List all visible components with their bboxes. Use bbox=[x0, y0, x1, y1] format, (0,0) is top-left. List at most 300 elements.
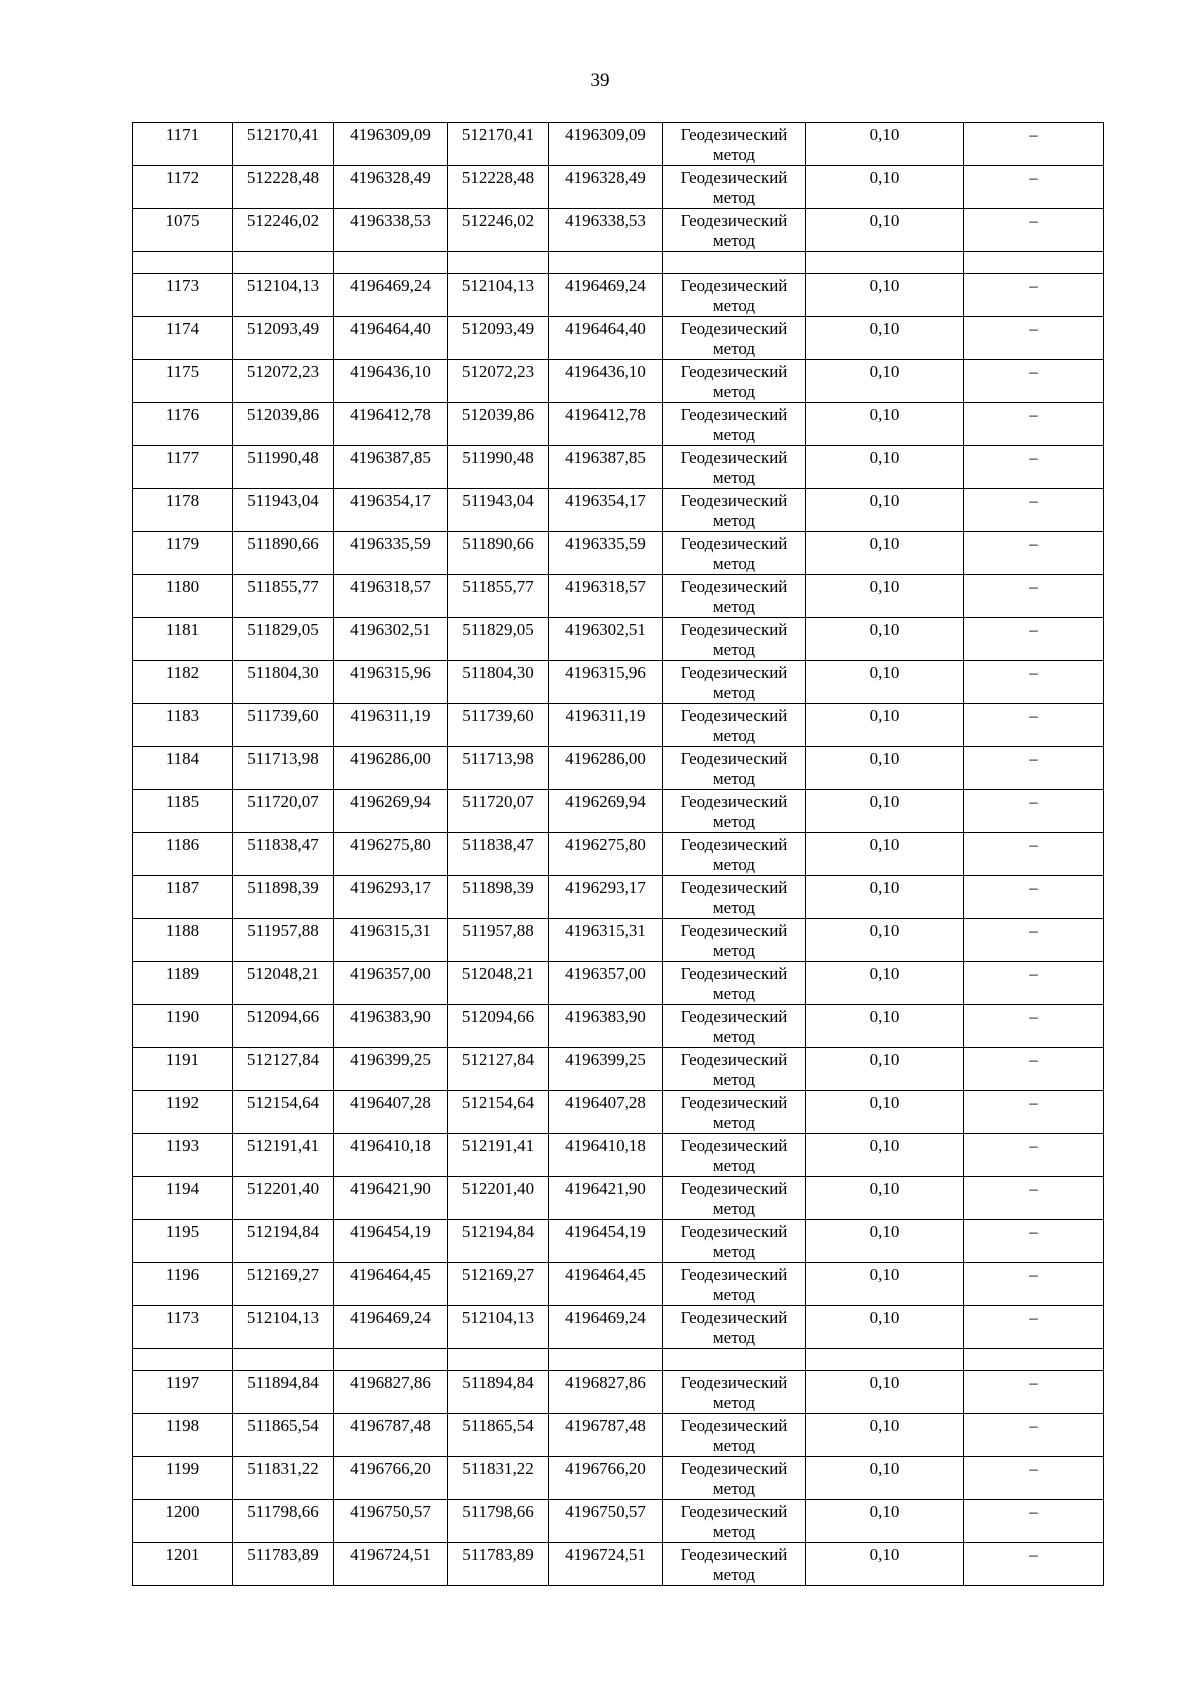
method-line-1: Геодезический bbox=[680, 1545, 788, 1564]
accuracy-text: 0,10 bbox=[869, 1222, 900, 1241]
y-refined-text: 4196469,24 bbox=[565, 1308, 646, 1327]
y-refined-cell bbox=[549, 252, 663, 274]
method-text bbox=[663, 962, 805, 1004]
point-number-cell bbox=[133, 360, 233, 403]
accuracy-cell bbox=[806, 1371, 964, 1414]
accuracy-text: 0,10 bbox=[869, 168, 900, 187]
y-existing-cell bbox=[334, 1091, 448, 1134]
accuracy-text: 0,10 bbox=[869, 620, 900, 639]
note-text: – bbox=[1029, 1545, 1038, 1564]
accuracy-cell bbox=[806, 532, 964, 575]
y-refined-text: 4196311,19 bbox=[565, 706, 646, 725]
accuracy-text: 0,10 bbox=[869, 405, 900, 424]
accuracy-cell bbox=[806, 489, 964, 532]
point-number-text: 1184 bbox=[165, 749, 200, 768]
accuracy-cell bbox=[806, 360, 964, 403]
y-existing-text: 4196436,10 bbox=[350, 362, 431, 381]
point-number-text: 1179 bbox=[165, 534, 200, 553]
y-refined-cell bbox=[549, 123, 663, 166]
y-refined-cell bbox=[549, 919, 663, 962]
point-number-cell bbox=[133, 575, 233, 618]
accuracy-text: 0,10 bbox=[869, 1373, 900, 1392]
x-refined-cell bbox=[448, 876, 549, 919]
x-refined-text: 512093,49 bbox=[461, 319, 535, 338]
note-cell bbox=[964, 446, 1104, 489]
y-refined-text: 4196328,49 bbox=[565, 168, 646, 187]
y-existing-text: 4196766,20 bbox=[350, 1459, 431, 1478]
accuracy-cell bbox=[806, 919, 964, 962]
method-text bbox=[663, 1134, 805, 1176]
note-text: – bbox=[1029, 534, 1038, 553]
accuracy-text: 0,10 bbox=[869, 491, 900, 510]
point-number-text: 1188 bbox=[165, 921, 200, 940]
x-existing-text: 511990,48 bbox=[247, 448, 319, 467]
x-existing-text: 511783,89 bbox=[247, 1545, 319, 1564]
accuracy-text: 0,10 bbox=[869, 1416, 900, 1435]
point-number-cell bbox=[133, 123, 233, 166]
point-number-text: 1201 bbox=[165, 1545, 200, 1564]
y-existing-cell bbox=[334, 1349, 448, 1371]
point-number-cell bbox=[133, 1177, 233, 1220]
x-existing-cell bbox=[233, 166, 334, 209]
x-refined-cell bbox=[448, 790, 549, 833]
note-cell bbox=[964, 252, 1104, 274]
y-refined-cell bbox=[549, 790, 663, 833]
accuracy-cell bbox=[806, 317, 964, 360]
method-cell bbox=[663, 1005, 806, 1048]
x-existing-text: 511865,54 bbox=[247, 1416, 319, 1435]
y-existing-cell bbox=[334, 1414, 448, 1457]
point-number-text: 1172 bbox=[165, 168, 200, 187]
table-row bbox=[133, 123, 1104, 166]
accuracy-text: 0,10 bbox=[869, 1093, 900, 1112]
method-cell bbox=[663, 747, 806, 790]
y-refined-cell bbox=[549, 1263, 663, 1306]
method-text bbox=[663, 317, 805, 359]
y-existing-cell bbox=[334, 1263, 448, 1306]
accuracy-cell bbox=[806, 209, 964, 252]
note-text: – bbox=[1029, 1179, 1038, 1198]
method-line-2: метод bbox=[712, 1027, 756, 1046]
x-existing-text: 512154,64 bbox=[246, 1093, 320, 1112]
note-text: – bbox=[1029, 276, 1038, 295]
point-number-cell bbox=[133, 1414, 233, 1457]
y-refined-text: 4196338,53 bbox=[565, 211, 646, 230]
method-text bbox=[663, 1306, 805, 1348]
x-existing-text: 511739,60 bbox=[247, 706, 319, 725]
note-cell bbox=[964, 1414, 1104, 1457]
x-existing-text: 512194,84 bbox=[246, 1222, 320, 1241]
method-line-2: метод bbox=[712, 339, 756, 358]
x-refined-text: 511838,47 bbox=[462, 835, 534, 854]
x-refined-text: 511798,66 bbox=[462, 1502, 534, 1521]
point-number-text: 1173 bbox=[165, 1308, 200, 1327]
x-refined-text: 512228,48 bbox=[461, 168, 535, 187]
x-refined-cell bbox=[448, 919, 549, 962]
accuracy-cell bbox=[806, 962, 964, 1005]
x-refined-cell bbox=[448, 1414, 549, 1457]
accuracy-cell bbox=[806, 1543, 964, 1586]
x-refined-text: 511804,30 bbox=[462, 663, 534, 682]
y-refined-text: 4196407,28 bbox=[565, 1093, 646, 1112]
accuracy-cell bbox=[806, 166, 964, 209]
accuracy-text: 0,10 bbox=[869, 663, 900, 682]
note-text: – bbox=[1029, 835, 1038, 854]
x-refined-text: 511890,66 bbox=[462, 534, 534, 553]
y-existing-text: 4196412,78 bbox=[350, 405, 431, 424]
y-existing-text: 4196787,48 bbox=[350, 1416, 431, 1435]
x-refined-cell bbox=[448, 704, 549, 747]
table-row bbox=[133, 661, 1104, 704]
y-existing-cell bbox=[334, 123, 448, 166]
x-existing-cell bbox=[233, 747, 334, 790]
method-text bbox=[663, 1220, 805, 1262]
x-existing-cell bbox=[233, 1220, 334, 1263]
point-number-cell bbox=[133, 1543, 233, 1586]
x-existing-cell bbox=[233, 790, 334, 833]
table-row bbox=[133, 790, 1104, 833]
point-number-text: 1180 bbox=[165, 577, 200, 596]
x-existing-text: 512170,41 bbox=[246, 125, 320, 144]
y-refined-cell bbox=[549, 661, 663, 704]
y-refined-cell bbox=[549, 446, 663, 489]
y-refined-text: 4196357,00 bbox=[565, 964, 646, 983]
y-refined-cell bbox=[549, 317, 663, 360]
x-existing-text: 512169,27 bbox=[246, 1265, 320, 1284]
note-cell bbox=[964, 1177, 1104, 1220]
x-existing-text: 511943,04 bbox=[247, 491, 319, 510]
note-cell bbox=[964, 274, 1104, 317]
x-refined-cell bbox=[448, 1177, 549, 1220]
point-number-text: 1194 bbox=[165, 1179, 200, 1198]
y-existing-text: 4196335,59 bbox=[350, 534, 431, 553]
note-text: – bbox=[1029, 1502, 1038, 1521]
method-line-1: Геодезический bbox=[680, 319, 788, 338]
method-cell bbox=[663, 704, 806, 747]
table-row bbox=[133, 1091, 1104, 1134]
x-refined-cell bbox=[448, 1048, 549, 1091]
method-text bbox=[663, 575, 805, 617]
method-text bbox=[663, 403, 805, 445]
method-cell bbox=[663, 1091, 806, 1134]
note-text: – bbox=[1029, 1416, 1038, 1435]
x-refined-cell bbox=[448, 1091, 549, 1134]
page-number: 39 bbox=[590, 70, 610, 91]
y-refined-cell bbox=[549, 704, 663, 747]
y-refined-cell bbox=[549, 274, 663, 317]
x-refined-text: 512154,64 bbox=[461, 1093, 535, 1112]
note-cell bbox=[964, 1349, 1104, 1371]
accuracy-cell bbox=[806, 274, 964, 317]
y-refined-text: 4196387,85 bbox=[565, 448, 646, 467]
method-line-1: Геодезический bbox=[680, 1007, 788, 1026]
x-refined-cell bbox=[448, 123, 549, 166]
x-existing-text: 511804,30 bbox=[247, 663, 319, 682]
x-existing-cell bbox=[233, 618, 334, 661]
point-number-text: 1198 bbox=[165, 1416, 200, 1435]
method-line-2: метод bbox=[712, 511, 756, 530]
point-number-cell bbox=[133, 1349, 233, 1371]
y-existing-cell bbox=[334, 489, 448, 532]
note-cell bbox=[964, 919, 1104, 962]
point-number-text: 1173 bbox=[165, 276, 200, 295]
method-line-2: метод bbox=[712, 1070, 756, 1089]
point-number-cell bbox=[133, 1371, 233, 1414]
table-row bbox=[133, 704, 1104, 747]
point-number-text: 1178 bbox=[165, 491, 200, 510]
x-existing-text: 512127,84 bbox=[246, 1050, 320, 1069]
point-number-cell bbox=[133, 403, 233, 446]
y-refined-cell bbox=[549, 1543, 663, 1586]
method-text bbox=[663, 1543, 805, 1585]
method-line-2: метод bbox=[712, 1393, 756, 1412]
accuracy-cell bbox=[806, 403, 964, 446]
note-text: – bbox=[1029, 964, 1038, 983]
accuracy-cell bbox=[806, 704, 964, 747]
accuracy-cell bbox=[806, 1091, 964, 1134]
method-cell bbox=[663, 1306, 806, 1349]
x-refined-cell bbox=[448, 489, 549, 532]
y-refined-text: 4196399,25 bbox=[565, 1050, 646, 1069]
y-existing-text: 4196750,57 bbox=[350, 1502, 431, 1521]
y-existing-cell bbox=[334, 618, 448, 661]
x-existing-cell bbox=[233, 1048, 334, 1091]
y-existing-text: 4196269,94 bbox=[350, 792, 431, 811]
point-number-cell bbox=[133, 532, 233, 575]
method-cell bbox=[663, 833, 806, 876]
y-refined-cell bbox=[549, 1306, 663, 1349]
table-row bbox=[133, 1457, 1104, 1500]
x-refined-cell bbox=[448, 1349, 549, 1371]
note-text: – bbox=[1029, 1093, 1038, 1112]
y-existing-text: 4196724,51 bbox=[350, 1545, 431, 1564]
method-cell bbox=[663, 661, 806, 704]
note-text: – bbox=[1029, 1265, 1038, 1284]
x-existing-text: 511855,77 bbox=[247, 577, 319, 596]
note-text: – bbox=[1029, 1007, 1038, 1026]
point-number-text: 1193 bbox=[165, 1136, 200, 1155]
method-cell bbox=[663, 1543, 806, 1586]
y-existing-text: 4196469,24 bbox=[350, 1308, 431, 1327]
accuracy-text: 0,10 bbox=[869, 276, 900, 295]
y-refined-text: 4196412,78 bbox=[565, 405, 646, 424]
y-existing-cell bbox=[334, 919, 448, 962]
x-refined-text: 512246,02 bbox=[461, 211, 535, 230]
table-row bbox=[133, 876, 1104, 919]
x-refined-cell bbox=[448, 1220, 549, 1263]
method-text bbox=[663, 704, 805, 746]
method-line-1: Геодезический bbox=[680, 921, 788, 940]
note-text: – bbox=[1029, 1222, 1038, 1241]
method-line-1: Геодезический bbox=[680, 1222, 788, 1241]
method-text bbox=[663, 1414, 805, 1456]
y-refined-text: 4196315,96 bbox=[565, 663, 646, 682]
accuracy-cell bbox=[806, 1500, 964, 1543]
y-existing-cell bbox=[334, 360, 448, 403]
x-refined-text: 511855,77 bbox=[462, 577, 534, 596]
y-existing-cell bbox=[334, 166, 448, 209]
y-refined-text: 4196309,09 bbox=[565, 125, 646, 144]
x-refined-cell bbox=[448, 618, 549, 661]
method-cell bbox=[663, 1457, 806, 1500]
y-refined-text: 4196436,10 bbox=[565, 362, 646, 381]
method-line-1: Геодезический bbox=[680, 749, 788, 768]
method-line-1: Геодезический bbox=[680, 168, 788, 187]
y-refined-cell bbox=[549, 747, 663, 790]
x-refined-text: 512039,86 bbox=[461, 405, 535, 424]
point-number-text: 1199 bbox=[165, 1459, 200, 1478]
method-cell bbox=[663, 123, 806, 166]
y-refined-cell bbox=[549, 1091, 663, 1134]
accuracy-cell bbox=[806, 1005, 964, 1048]
method-cell bbox=[663, 317, 806, 360]
note-cell bbox=[964, 1371, 1104, 1414]
x-existing-cell bbox=[233, 1005, 334, 1048]
x-existing-text: 511894,84 bbox=[247, 1373, 319, 1392]
method-line-2: метод bbox=[712, 296, 756, 315]
method-cell bbox=[663, 252, 806, 274]
method-cell bbox=[663, 1048, 806, 1091]
method-cell bbox=[663, 1414, 806, 1457]
y-refined-cell bbox=[549, 166, 663, 209]
y-refined-text: 4196275,80 bbox=[565, 835, 646, 854]
x-existing-cell bbox=[233, 252, 334, 274]
method-line-2: метод bbox=[712, 1479, 756, 1498]
method-line-2: метод bbox=[712, 898, 756, 917]
table-row bbox=[133, 1414, 1104, 1457]
method-cell bbox=[663, 1134, 806, 1177]
x-existing-cell bbox=[233, 1306, 334, 1349]
x-refined-text: 511943,04 bbox=[462, 491, 534, 510]
note-cell bbox=[964, 489, 1104, 532]
y-existing-text: 4196309,09 bbox=[350, 125, 431, 144]
x-existing-text: 512094,66 bbox=[246, 1007, 320, 1026]
y-existing-text: 4196357,00 bbox=[350, 964, 431, 983]
method-text bbox=[663, 446, 805, 488]
y-existing-text: 4196315,96 bbox=[350, 663, 431, 682]
method-cell bbox=[663, 618, 806, 661]
table-row bbox=[133, 1500, 1104, 1543]
point-number-text: 1196 bbox=[165, 1265, 200, 1284]
note-cell bbox=[964, 1091, 1104, 1134]
method-line-2: метод bbox=[712, 1285, 756, 1304]
accuracy-cell bbox=[806, 618, 964, 661]
x-refined-cell bbox=[448, 403, 549, 446]
point-number-cell bbox=[133, 446, 233, 489]
y-refined-text: 4196724,51 bbox=[565, 1545, 646, 1564]
y-refined-cell bbox=[549, 1134, 663, 1177]
x-refined-cell bbox=[448, 747, 549, 790]
method-text bbox=[663, 274, 805, 316]
note-cell bbox=[964, 661, 1104, 704]
point-number-cell bbox=[133, 1220, 233, 1263]
note-cell bbox=[964, 403, 1104, 446]
y-existing-cell bbox=[334, 1500, 448, 1543]
x-existing-cell bbox=[233, 919, 334, 962]
note-text: – bbox=[1029, 577, 1038, 596]
table-row bbox=[133, 1177, 1104, 1220]
method-cell bbox=[663, 403, 806, 446]
accuracy-cell bbox=[806, 123, 964, 166]
point-number-cell bbox=[133, 1134, 233, 1177]
x-existing-cell bbox=[233, 1543, 334, 1586]
accuracy-text: 0,10 bbox=[869, 878, 900, 897]
y-existing-cell bbox=[334, 833, 448, 876]
x-existing-text: 512072,23 bbox=[246, 362, 320, 381]
y-refined-text: 4196354,17 bbox=[565, 491, 646, 510]
x-refined-text: 511865,54 bbox=[462, 1416, 534, 1435]
y-existing-cell bbox=[334, 317, 448, 360]
method-cell bbox=[663, 962, 806, 1005]
x-refined-text: 512094,66 bbox=[461, 1007, 535, 1026]
x-existing-text: 511798,66 bbox=[247, 1502, 319, 1521]
method-cell bbox=[663, 1220, 806, 1263]
y-existing-cell bbox=[334, 962, 448, 1005]
accuracy-text: 0,10 bbox=[869, 921, 900, 940]
x-refined-text: 512201,40 bbox=[461, 1179, 535, 1198]
x-refined-text: 512191,41 bbox=[461, 1136, 535, 1155]
y-existing-text: 4196328,49 bbox=[350, 168, 431, 187]
accuracy-text: 0,10 bbox=[869, 577, 900, 596]
y-existing-cell bbox=[334, 747, 448, 790]
method-line-1: Геодезический bbox=[680, 792, 788, 811]
point-number-text: 1181 bbox=[165, 620, 200, 639]
accuracy-cell bbox=[806, 747, 964, 790]
method-line-2: метод bbox=[712, 683, 756, 702]
x-existing-text: 512039,86 bbox=[246, 405, 320, 424]
accuracy-text: 0,10 bbox=[869, 835, 900, 854]
y-existing-text: 4196383,90 bbox=[350, 1007, 431, 1026]
x-existing-cell bbox=[233, 1091, 334, 1134]
x-existing-cell bbox=[233, 1500, 334, 1543]
point-number-cell bbox=[133, 317, 233, 360]
point-number-text: 1185 bbox=[165, 792, 200, 811]
note-text: – bbox=[1029, 448, 1038, 467]
accuracy-cell bbox=[806, 661, 964, 704]
y-existing-cell bbox=[334, 1306, 448, 1349]
method-cell bbox=[663, 790, 806, 833]
table-row bbox=[133, 1371, 1104, 1414]
accuracy-cell bbox=[806, 1306, 964, 1349]
method-cell bbox=[663, 209, 806, 252]
note-text: – bbox=[1029, 1136, 1038, 1155]
y-existing-cell bbox=[334, 704, 448, 747]
accuracy-cell bbox=[806, 446, 964, 489]
point-number-text: 1189 bbox=[165, 964, 200, 983]
accuracy-text: 0,10 bbox=[869, 362, 900, 381]
accuracy-cell bbox=[806, 1048, 964, 1091]
accuracy-text: 0,10 bbox=[869, 125, 900, 144]
note-cell bbox=[964, 1048, 1104, 1091]
x-refined-cell bbox=[448, 360, 549, 403]
accuracy-text: 0,10 bbox=[869, 964, 900, 983]
method-text bbox=[663, 876, 805, 918]
method-text bbox=[663, 833, 805, 875]
point-number-cell bbox=[133, 1500, 233, 1543]
y-existing-cell bbox=[334, 403, 448, 446]
y-existing-cell bbox=[334, 1371, 448, 1414]
table-row bbox=[133, 1048, 1104, 1091]
note-text: – bbox=[1029, 706, 1038, 725]
point-number-cell bbox=[133, 919, 233, 962]
x-refined-text: 511894,84 bbox=[462, 1373, 534, 1392]
table-separator-row bbox=[133, 252, 1104, 274]
y-refined-cell bbox=[549, 618, 663, 661]
y-refined-cell bbox=[549, 962, 663, 1005]
y-refined-cell bbox=[549, 209, 663, 252]
method-line-1: Геодезический bbox=[680, 1179, 788, 1198]
y-refined-text: 4196293,17 bbox=[565, 878, 646, 897]
